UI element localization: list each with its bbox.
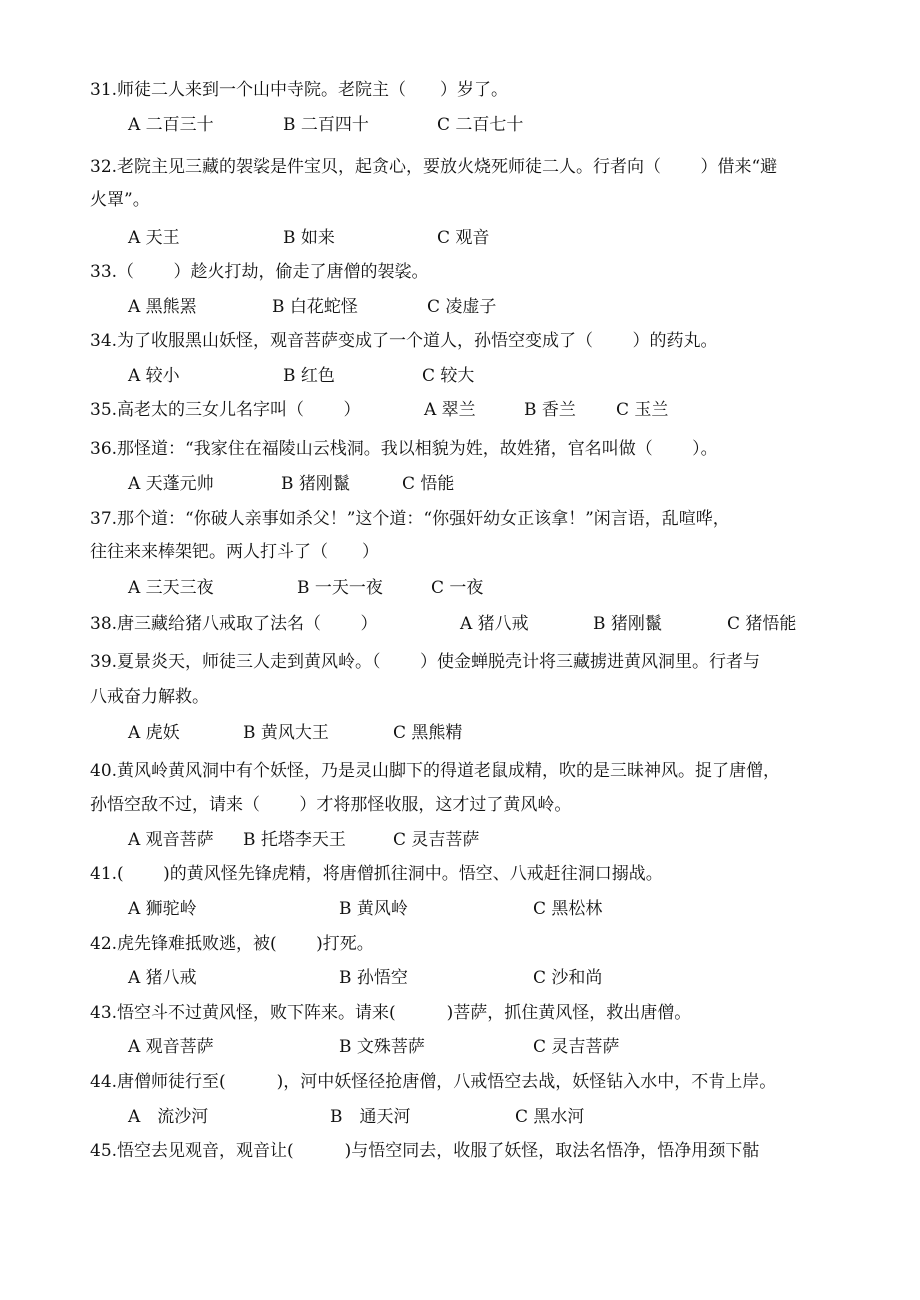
question-stem-line xyxy=(0,395,920,425)
question-stem-line xyxy=(0,682,920,712)
answer-option: A 猪八戒 xyxy=(460,614,529,634)
answer-option: B 二百四十 xyxy=(283,115,369,135)
question-stem-line xyxy=(0,75,920,105)
answer-option: C 玉兰 xyxy=(616,400,669,420)
answer-option: A 较小 xyxy=(128,366,180,386)
question-stem-line xyxy=(0,609,920,639)
answer-option: B 黄风岭 xyxy=(339,899,408,919)
question-stem-line xyxy=(0,185,920,215)
question-stem-text: 41.( )的黄风怪先锋虎精，将唐僧抓往洞中。悟空、八戒赶往洞口搦战。 xyxy=(90,864,663,884)
answer-option: C 猪悟能 xyxy=(727,614,797,634)
answer-option: B 猪刚鬣 xyxy=(593,614,662,634)
answer-option: C 较大 xyxy=(422,366,475,386)
question-stem-line xyxy=(0,434,920,464)
question-stem-text: 33.（ ）趁火打劫，偷走了唐僧的袈裟。 xyxy=(90,262,429,282)
answer-option: A 黑熊罴 xyxy=(128,297,197,317)
answer-option: B 托塔李天王 xyxy=(243,830,346,850)
options-line xyxy=(0,894,920,924)
answer-option: A 猪八戒 xyxy=(128,968,197,988)
answer-option: B 如来 xyxy=(283,228,335,248)
options-line xyxy=(0,223,920,253)
options-line xyxy=(0,292,920,322)
question-stem-line xyxy=(0,929,920,959)
answer-option: B 文殊菩萨 xyxy=(339,1037,425,1057)
options-line xyxy=(0,110,920,140)
answer-option: B 黄风大王 xyxy=(243,723,329,743)
answer-option: A 观音菩萨 xyxy=(128,830,214,850)
question-stem-text: 37.那个道：“你破人亲事如杀父！”这个道：“你强奸幼女正该拿！”闲言语，乱喧哗， xyxy=(90,509,730,529)
question-stem-text: 孙悟空敌不过，请来（ ）才将那怪收服，这才过了黄风岭。 xyxy=(90,795,572,815)
answer-option: C 黑松林 xyxy=(533,899,603,919)
question-stem-text: 往往来来棒架钯。两人打斗了（ ） xyxy=(90,542,379,562)
options-line xyxy=(0,573,920,603)
question-stem-text: 八戒奋力解救。 xyxy=(90,687,209,707)
question-stem-text: 44.唐僧师徒行至( )，河中妖怪径抢唐僧，八戒悟空去战，妖怪钻入水中，不肯上岸。 xyxy=(90,1072,777,1092)
answer-option: B 通天河 xyxy=(330,1107,411,1127)
question-stem-line xyxy=(0,1136,920,1166)
answer-option: A 流沙河 xyxy=(128,1107,209,1127)
answer-option: A 天王 xyxy=(128,228,180,248)
question-stem-line xyxy=(0,152,920,182)
options-line xyxy=(0,361,920,391)
question-stem-text: 36.那怪道：“我家住在福陵山云栈洞。我以相貌为姓，故姓猪，官名叫做（ ）。 xyxy=(90,439,718,459)
answer-option: C 一夜 xyxy=(431,578,484,598)
options-line xyxy=(0,718,920,748)
question-stem-text: 32.老院主见三藏的袈裟是件宝贝，起贪心，要放火烧死师徒二人。行者向（ ）借来“避 xyxy=(90,157,778,177)
answer-option: B 孙悟空 xyxy=(339,968,408,988)
question-stem-text: 火罩”。 xyxy=(90,190,150,210)
question-stem-text: 42.虎先锋难抵败逃，被( )打死。 xyxy=(90,934,374,954)
answer-option: C 二百七十 xyxy=(437,115,524,135)
options-line xyxy=(0,1032,920,1062)
question-stem-text: 45.悟空去见观音，观音让( )与悟空同去，收服了妖怪，取法名悟净，悟净用颈下骷 xyxy=(90,1141,760,1161)
question-stem-text: 39.夏景炎天，师徒三人走到黄风岭。（ ）使金蝉脱壳计将三藏掳进黄风洞里。行者与 xyxy=(90,652,760,672)
answer-option: B 红色 xyxy=(283,366,335,386)
question-stem-line xyxy=(0,326,920,356)
question-stem-text: 34.为了收服黑山妖怪，观音菩萨变成了一个道人，孙悟空变成了（ ）的药丸。 xyxy=(90,331,718,351)
options-line xyxy=(0,963,920,993)
answer-option: C 灵吉菩萨 xyxy=(393,830,480,850)
answer-option: A 虎妖 xyxy=(128,723,180,743)
answer-option: C 沙和尚 xyxy=(533,968,603,988)
answer-option: A 三天三夜 xyxy=(128,578,214,598)
answer-option: B 一天一夜 xyxy=(297,578,383,598)
question-stem-text: 43.悟空斗不过黄风怪，败下阵来。请来( )菩萨，抓住黄风怪，救出唐僧。 xyxy=(90,1003,692,1023)
answer-option: A 天蓬元帅 xyxy=(128,474,214,494)
answer-option: C 悟能 xyxy=(402,474,455,494)
question-stem-line xyxy=(0,257,920,287)
question-stem-line xyxy=(0,859,920,889)
question-stem-line xyxy=(0,998,920,1028)
answer-option: B 白花蛇怪 xyxy=(272,297,358,317)
answer-option: A 二百三十 xyxy=(128,115,214,135)
options-line xyxy=(0,1102,920,1132)
question-stem-line xyxy=(0,647,920,677)
question-stem-line xyxy=(0,504,920,534)
question-stem-text: 40.黄风岭黄风洞中有个妖怪，乃是灵山脚下的得道老鼠成精，吹的是三昧神风。捉了唐僧， xyxy=(90,761,781,781)
answer-option: C 灵吉菩萨 xyxy=(533,1037,620,1057)
answer-option: C 黑熊精 xyxy=(393,723,463,743)
question-stem-text: 31.师徒二人来到一个山中寺院。老院主（ ）岁了。 xyxy=(90,80,509,100)
answer-option: A 翠兰 xyxy=(424,400,476,420)
question-stem-line xyxy=(0,537,920,567)
options-line xyxy=(0,825,920,855)
answer-option: A 狮驼岭 xyxy=(128,899,197,919)
answer-option: A 观音菩萨 xyxy=(128,1037,214,1057)
options-line xyxy=(0,469,920,499)
question-stem-line xyxy=(0,1067,920,1097)
answer-option: C 黑水河 xyxy=(515,1107,585,1127)
answer-option: C 凌虚子 xyxy=(427,297,497,317)
question-stem-text: 35.高老太的三女儿名字叫（ ） xyxy=(90,400,361,420)
answer-option: C 观音 xyxy=(437,228,490,248)
answer-option: B 香兰 xyxy=(524,400,576,420)
question-stem-line xyxy=(0,756,920,786)
question-stem-line xyxy=(0,790,920,820)
answer-option: B 猪刚鬣 xyxy=(281,474,350,494)
question-stem-text: 38.唐三藏给猪八戒取了法名（ ） xyxy=(90,614,378,634)
